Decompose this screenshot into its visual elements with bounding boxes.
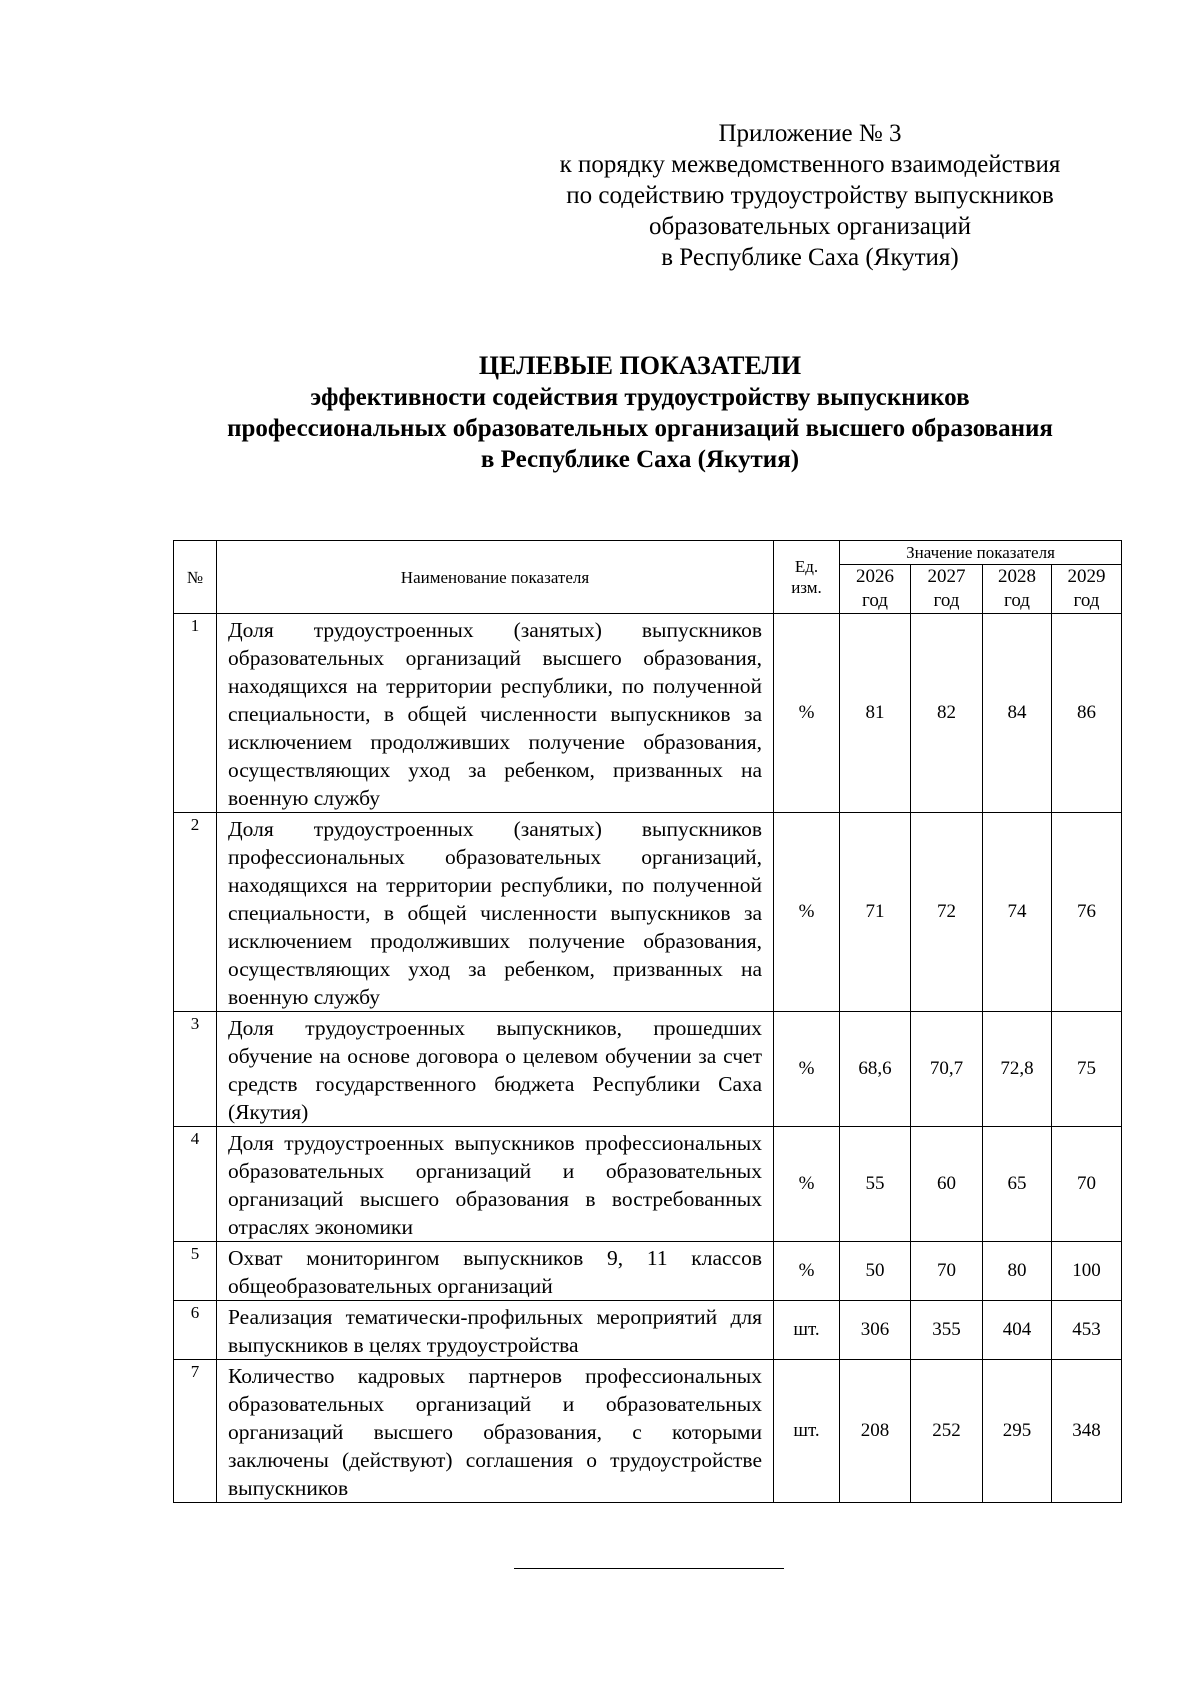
value-2026: 81 [840,614,911,813]
indicator-unit: % [774,813,840,1012]
header-year-2029 [1052,565,1122,614]
value-2027: 355 [911,1301,983,1360]
title-main: ЦЕЛЕВЫЕ ПОКАЗАТЕЛИ [478,351,802,380]
appendix-line: по содействию трудоустройству выпускников [566,182,1054,209]
value-2027: 70 [911,1242,983,1301]
value-2029: 453 [1052,1301,1122,1360]
appendix-line: к порядку межведомственного взаимодействия [559,151,1061,178]
year-label: 2026 [856,566,894,587]
title-sub-line: эффективности содействия трудоустройству выпускников [310,384,970,411]
appendix-number: Приложение № 3 [718,120,902,147]
indicator-name: Количество кадровых партнеров профессиональных образовательных организаций и образовательных организаций высшего образования, с которыми заключены (действуют) соглашения о трудоустройстве выпускников [217,1360,774,1503]
row-number: 6 [174,1301,217,1360]
document-title [160,350,1120,475]
row-number: 1 [174,614,217,813]
table-row [174,1360,1122,1503]
value-2026: 306 [840,1301,911,1360]
value-2028: 84 [983,614,1052,813]
header-value: Значение показателя [840,541,1122,565]
year-label: 2028 [998,566,1036,587]
value-2029: 100 [1052,1242,1122,1301]
header-name: Наименование показателя [217,541,774,614]
value-2028: 65 [983,1127,1052,1242]
indicator-name: Реализация тематически-профильных мероприятий для выпускников в целях трудоустройства [217,1301,774,1360]
year-label: 2027 [927,566,966,587]
row-number: 2 [174,813,217,1012]
indicator-name: Доля трудоустроенных выпускников, прошедших обучение на основе договора о целевом обучении за счет средств государственного бюджета Республики Саха (Якутия) [217,1012,774,1127]
appendix-line: в Республике Саха (Якутия) [661,244,959,271]
header-num: № [174,541,217,614]
row-number: 5 [174,1242,217,1301]
indicator-name: Доля трудоустроенных выпускников профессиональных образовательных организаций и образовательных организаций высшего образования в востребованных отраслях экономики [217,1127,774,1242]
year-label: 2029 [1067,566,1106,587]
title-sub-line: в Республике Саха (Якутия) [480,446,800,473]
year-word: год [862,590,888,611]
value-2028: 404 [983,1301,1052,1360]
header-year-2026 [840,565,911,614]
table-row [174,1242,1122,1301]
indicator-unit: % [774,1012,840,1127]
year-word: год [1004,590,1030,611]
value-2027: 252 [911,1360,983,1503]
value-2029: 75 [1052,1012,1122,1127]
value-2027: 60 [911,1127,983,1242]
year-word: год [933,590,960,611]
footer-divider [514,1568,784,1569]
indicator-name: Доля трудоустроенных (занятых) выпускников профессиональных образовательных организаций, находящихся на территории республики, по полученной специальности, в общей численности выпускников за исключением продолживших получение образования, осуществляющих уход за ребенком, призванных на военную службу [217,813,774,1012]
row-number: 7 [174,1360,217,1503]
indicators-table [173,540,1122,1503]
indicator-unit: шт. [774,1301,840,1360]
value-2029: 348 [1052,1360,1122,1503]
indicator-unit: шт. [774,1360,840,1503]
value-2027: 70,7 [911,1012,983,1127]
row-number: 4 [174,1127,217,1242]
header-unit-line2: изм. [791,578,822,597]
indicator-name: Охват мониторингом выпускников 9, 11 классов общеобразовательных организаций [217,1242,774,1301]
indicator-name: Доля трудоустроенных (занятых) выпускников образовательных организаций высшего образования, находящихся на территории республики, по полученной специальности, в общей численности выпускников за исключением продолживших получение образования, осуществляющих уход за ребенком, призванных на военную службу [217,614,774,813]
value-2029: 76 [1052,813,1122,1012]
value-2029: 70 [1052,1127,1122,1242]
table-row [174,614,1122,813]
header-year-2028 [983,565,1052,614]
value-2029: 86 [1052,614,1122,813]
value-2028: 74 [983,813,1052,1012]
row-number: 3 [174,1012,217,1127]
table-row [174,1012,1122,1127]
value-2028: 80 [983,1242,1052,1301]
value-2026: 50 [840,1242,911,1301]
value-2028: 72,8 [983,1012,1052,1127]
header-unit [774,541,840,614]
header-year-2027 [911,565,983,614]
indicator-unit: % [774,1242,840,1301]
indicator-unit: % [774,1127,840,1242]
indicator-unit: % [774,614,840,813]
value-2027: 82 [911,614,983,813]
value-2026: 208 [840,1360,911,1503]
value-2027: 72 [911,813,983,1012]
table-row [174,813,1122,1012]
appendix-line: образовательных организаций [648,213,971,240]
title-sub-line: профессиональных образовательных организаций высшего образования [227,415,1053,442]
year-word: год [1073,590,1100,611]
table-row [174,1301,1122,1360]
table-row [174,1127,1122,1242]
appendix-header [530,118,1090,273]
value-2028: 295 [983,1360,1052,1503]
header-unit-line1: Ед. [794,557,819,576]
value-2026: 71 [840,813,911,1012]
value-2026: 55 [840,1127,911,1242]
value-2026: 68,6 [840,1012,911,1127]
